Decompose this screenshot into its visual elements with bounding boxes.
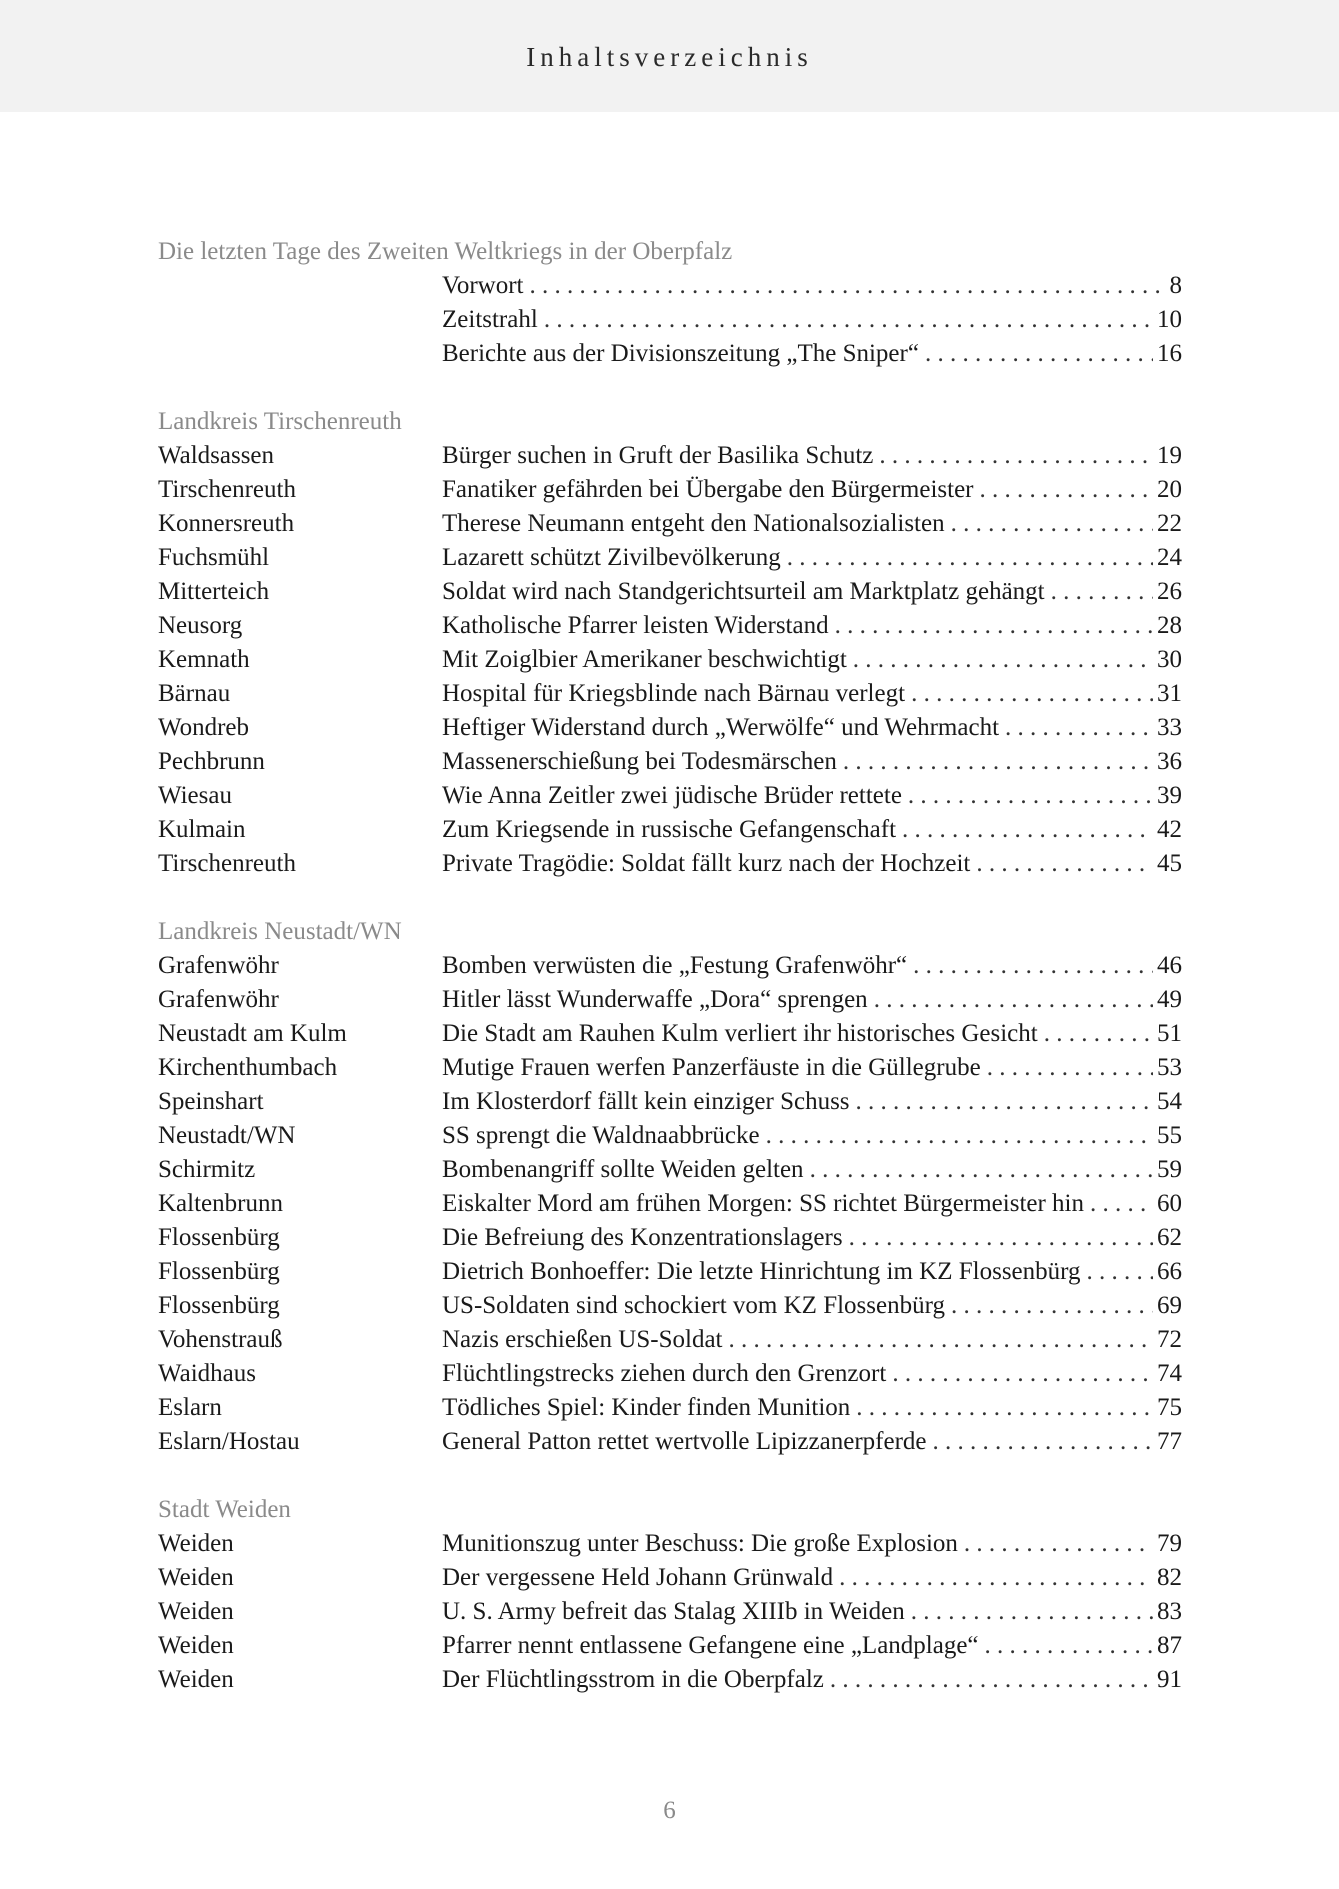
entry-line: [442, 1085, 1182, 1119]
toc-entry[interactable]: [158, 847, 1182, 881]
entry-page-number: 82: [1157, 1564, 1182, 1591]
toc-entry[interactable]: [158, 1119, 1182, 1153]
entry-page-number: 83: [1157, 1598, 1182, 1625]
entry-page-number: 20: [1157, 476, 1182, 503]
entry-line: [442, 711, 1182, 745]
entry-title: Der vergessene Held Johann Grünwald: [442, 1564, 834, 1591]
toc-entry[interactable]: [158, 677, 1182, 711]
entry-place: Speinshart: [158, 1088, 264, 1115]
entry-line: [442, 1187, 1182, 1221]
entry-title: Fanatiker gefährden bei Übergabe den Bürgermeister: [442, 476, 974, 503]
dot-leader: [529, 269, 1164, 303]
entry-line: [442, 677, 1182, 711]
toc-entry[interactable]: [158, 269, 1182, 303]
entry-place: Eslarn: [158, 1394, 222, 1421]
toc-entry[interactable]: [158, 1357, 1182, 1391]
dot-leader: [853, 643, 1153, 677]
entry-place: Bärnau: [158, 680, 231, 707]
dot-leader: [908, 779, 1153, 813]
entry-place: Fuchsmühl: [158, 544, 270, 571]
entry-title: Vorwort: [442, 272, 524, 299]
toc-entry[interactable]: [158, 1221, 1182, 1255]
toc-entry[interactable]: [158, 473, 1182, 507]
dot-leader: [766, 1119, 1153, 1153]
running-header: [0, 0, 1339, 112]
entry-title: Eiskalter Mord am frühen Morgen: SS richtet Bürgermeister hin: [442, 1190, 1085, 1217]
dot-leader: [1005, 711, 1153, 745]
entry-place: Flossenbürg: [158, 1292, 280, 1319]
entry-line: [442, 1527, 1182, 1561]
entry-page-number: 51: [1157, 1020, 1182, 1047]
entry-place: Wondreb: [158, 714, 250, 741]
entry-title: Zeitstrahl: [442, 306, 538, 333]
dot-leader: [787, 541, 1153, 575]
entry-place: Tirschenreuth: [158, 476, 296, 503]
entry-place: Neustadt am Kulm: [158, 1020, 347, 1047]
dot-leader: [892, 1357, 1153, 1391]
toc-entry[interactable]: [158, 1187, 1182, 1221]
toc-entry[interactable]: [158, 1629, 1182, 1663]
entry-page-number: 66: [1157, 1258, 1182, 1285]
entry-title: Flüchtlingstrecks ziehen durch den Grenzort: [442, 1360, 887, 1387]
entry-page-number: 28: [1157, 612, 1182, 639]
dot-leader: [933, 1425, 1154, 1459]
dot-leader: [810, 1153, 1153, 1187]
page-number: 6: [663, 1797, 676, 1824]
entry-line: [442, 1289, 1182, 1323]
dot-leader: [913, 949, 1153, 983]
toc-entry[interactable]: [158, 983, 1182, 1017]
entry-title: Lazarett schützt Zivilbevölkerung: [442, 544, 781, 571]
dot-leader: [1090, 1187, 1153, 1221]
dot-leader: [911, 677, 1153, 711]
dot-leader: [1044, 1017, 1153, 1051]
entry-title: Therese Neumann entgeht den Nationalsozialisten: [442, 510, 945, 537]
entry-page-number: 46: [1157, 952, 1182, 979]
entry-page-number: 33: [1157, 714, 1182, 741]
table-of-contents: [158, 235, 1182, 1697]
entry-line: [442, 1663, 1182, 1697]
entry-page-number: 24: [1157, 544, 1182, 571]
entry-title: Berichte aus der Divisionszeitung „The Sniper“: [442, 340, 919, 367]
dot-leader: [839, 1561, 1153, 1595]
entry-page-number: 8: [1169, 272, 1182, 299]
entry-place: Grafenwöhr: [158, 986, 279, 1013]
entry-place: Neusorg: [158, 612, 243, 639]
toc-entry[interactable]: [158, 1255, 1182, 1289]
entry-page-number: 30: [1157, 646, 1182, 673]
entry-line: [442, 1255, 1182, 1289]
entry-line: [442, 745, 1182, 779]
entry-title: Katholische Pfarrer leisten Widerstand: [442, 612, 829, 639]
entry-line: [442, 473, 1182, 507]
dot-leader: [1087, 1255, 1153, 1289]
entry-title: Die Stadt am Rauhen Kulm verliert ihr historisches Gesicht: [442, 1020, 1038, 1047]
toc-entry[interactable]: [158, 541, 1182, 575]
dot-leader: [544, 303, 1153, 337]
dot-leader: [964, 1527, 1153, 1561]
toc-entry[interactable]: [158, 1425, 1182, 1459]
entry-page-number: 79: [1157, 1530, 1182, 1557]
entry-line: [442, 643, 1182, 677]
entry-place: Waidhaus: [158, 1360, 256, 1387]
entry-place: Tirschenreuth: [158, 850, 296, 877]
entry-place: Weiden: [158, 1564, 234, 1591]
dot-leader: [925, 337, 1153, 371]
entry-line: [442, 1425, 1182, 1459]
entry-title: Wie Anna Zeitler zwei jüdische Brüder rettete: [442, 782, 902, 809]
entry-page-number: 55: [1157, 1122, 1182, 1149]
dot-leader: [879, 439, 1153, 473]
entry-title: Bombenangriff sollte Weiden gelten: [442, 1156, 804, 1183]
entry-title: U. S. Army befreit das Stalag XIIIb in Weiden: [442, 1598, 905, 1625]
entry-place: Grafenwöhr: [158, 952, 279, 979]
entry-place: Wiesau: [158, 782, 232, 809]
entry-place: Weiden: [158, 1632, 234, 1659]
entry-line: [442, 949, 1182, 983]
entry-line: [442, 847, 1182, 881]
header-title: Inhaltsverzeichnis: [526, 42, 813, 72]
entry-line: [442, 1017, 1182, 1051]
toc-entry[interactable]: [158, 643, 1182, 677]
entry-title: General Patton rettet wertvolle Lipizzanerpferde: [442, 1428, 927, 1455]
entry-place: Waldsassen: [158, 442, 275, 469]
toc-entry[interactable]: [158, 1561, 1182, 1595]
entry-page-number: 74: [1157, 1360, 1182, 1387]
toc-entry[interactable]: [158, 1085, 1182, 1119]
entry-line: [442, 1221, 1182, 1255]
toc-section: [158, 915, 1182, 1459]
section-title: Landkreis Neustadt/WN: [158, 918, 402, 945]
toc-entry[interactable]: [158, 779, 1182, 813]
entry-title: Hitler lässt Wunderwaffe „Dora“ sprengen: [442, 986, 868, 1013]
toc-entry[interactable]: [158, 1289, 1182, 1323]
dot-leader: [856, 1391, 1153, 1425]
entry-page-number: 62: [1157, 1224, 1182, 1251]
entry-page-number: 54: [1157, 1088, 1182, 1115]
toc-entry[interactable]: [158, 1527, 1182, 1561]
entry-line: [442, 1323, 1182, 1357]
entry-page-number: 53: [1157, 1054, 1182, 1081]
entry-place: Pechbrunn: [158, 748, 265, 775]
dot-leader: [1051, 575, 1153, 609]
entry-line: [442, 1629, 1182, 1663]
section-title: Stadt Weiden: [158, 1496, 291, 1523]
entry-page-number: 77: [1157, 1428, 1182, 1455]
entry-place: Konnersreuth: [158, 510, 295, 537]
toc-section: [158, 235, 1182, 371]
entry-line: [442, 1357, 1182, 1391]
entry-page-number: 26: [1157, 578, 1182, 605]
dot-leader: [980, 473, 1153, 507]
entry-line: [442, 813, 1182, 847]
entry-line: [442, 1051, 1182, 1085]
section-title: Die letzten Tage des Zweiten Weltkriegs in der Oberpfalz: [158, 238, 733, 265]
toc-entry[interactable]: [158, 337, 1182, 371]
entry-line: [442, 303, 1182, 337]
toc-entry[interactable]: [158, 1391, 1182, 1425]
entry-title: Im Klosterdorf fällt kein einziger Schuss: [442, 1088, 850, 1115]
entry-title: US-Soldaten sind schockiert vom KZ Flossenbürg: [442, 1292, 945, 1319]
dot-leader: [728, 1323, 1153, 1357]
toc-entry[interactable]: [158, 1663, 1182, 1697]
dot-leader: [951, 507, 1153, 541]
dot-leader: [874, 983, 1153, 1017]
entry-page-number: 31: [1157, 680, 1182, 707]
entry-page-number: 39: [1157, 782, 1182, 809]
entry-title: Pfarrer nennt entlassene Gefangene eine „Landplage“: [442, 1632, 979, 1659]
toc-entry[interactable]: [158, 711, 1182, 745]
dot-leader: [976, 847, 1153, 881]
entry-place: Eslarn/Hostau: [158, 1428, 300, 1455]
entry-line: [442, 983, 1182, 1017]
entry-page-number: 59: [1157, 1156, 1182, 1183]
entry-title: Mutige Frauen werfen Panzerfäuste in die Güllegrube: [442, 1054, 981, 1081]
entry-title: Mit Zoiglbier Amerikaner beschwichtigt: [442, 646, 847, 673]
toc-entry[interactable]: [158, 1595, 1182, 1629]
toc-entry[interactable]: [158, 949, 1182, 983]
entry-title: Soldat wird nach Standgerichtsurteil am Marktplatz gehängt: [442, 578, 1045, 605]
entry-place: [158, 269, 442, 303]
entry-title: Private Tragödie: Soldat fällt kurz nach der Hochzeit: [442, 850, 971, 877]
entry-line: [442, 337, 1182, 371]
dot-leader: [902, 813, 1153, 847]
entry-title: Heftiger Widerstand durch „Werwölfe“ und Wehrmacht: [442, 714, 1000, 741]
entry-title: Hospital für Kriegsblinde nach Bärnau verlegt: [442, 680, 906, 707]
dot-leader: [830, 1663, 1153, 1697]
entry-title: Munitionszug unter Beschuss: Die große Explosion: [442, 1530, 958, 1557]
entry-page-number: 91: [1157, 1666, 1182, 1693]
entry-line: [442, 1153, 1182, 1187]
toc-entry[interactable]: [158, 1051, 1182, 1085]
entry-page-number: 19: [1157, 442, 1182, 469]
entry-place: Weiden: [158, 1666, 234, 1693]
entry-line: [442, 779, 1182, 813]
entry-line: [442, 609, 1182, 643]
toc-entry[interactable]: [158, 303, 1182, 337]
entry-place: Kirchenthumbach: [158, 1054, 338, 1081]
dot-leader: [951, 1289, 1153, 1323]
entry-title: Nazis erschießen US-Soldat: [442, 1326, 723, 1353]
entry-place: Vohenstrauß: [158, 1326, 283, 1353]
dot-leader: [987, 1051, 1153, 1085]
entry-title: Dietrich Bonhoeffer: Die letzte Hinrichtung im KZ Flossenbürg: [442, 1258, 1081, 1285]
entry-title: Massenerschießung bei Todesmärschen: [442, 748, 837, 775]
entry-line: [442, 1561, 1182, 1595]
entry-page-number: 72: [1157, 1326, 1182, 1353]
toc-entry[interactable]: [158, 439, 1182, 473]
entry-page-number: 45: [1157, 850, 1182, 877]
entry-page-number: 16: [1157, 340, 1182, 367]
toc-entry[interactable]: [158, 609, 1182, 643]
toc-entry[interactable]: [158, 1153, 1182, 1187]
entry-page-number: 36: [1157, 748, 1182, 775]
toc-entry[interactable]: [158, 1323, 1182, 1357]
toc-entry[interactable]: [158, 813, 1182, 847]
toc-section: [158, 1493, 1182, 1697]
entry-title: SS sprengt die Waldnaabbrücke: [442, 1122, 760, 1149]
entry-line: [442, 507, 1182, 541]
entry-page-number: 22: [1157, 510, 1182, 537]
dot-leader: [849, 1221, 1153, 1255]
entry-title: Die Befreiung des Konzentrationslagers: [442, 1224, 843, 1251]
entry-line: [442, 575, 1182, 609]
toc-entry[interactable]: [158, 575, 1182, 609]
entry-place: Flossenbürg: [158, 1224, 280, 1251]
entry-page-number: 75: [1157, 1394, 1182, 1421]
entry-place: Flossenbürg: [158, 1258, 280, 1285]
entry-place: Weiden: [158, 1530, 234, 1557]
entry-page-number: 60: [1157, 1190, 1182, 1217]
entry-line: [442, 1595, 1182, 1629]
entry-place: [158, 303, 442, 337]
dot-leader: [856, 1085, 1153, 1119]
entry-line: [442, 269, 1182, 303]
entry-page-number: 42: [1157, 816, 1182, 843]
entry-place: [158, 337, 442, 371]
entry-page-number: 87: [1157, 1632, 1182, 1659]
entry-title: Der Flüchtlingsstrom in die Oberpfalz: [442, 1666, 824, 1693]
entry-line: [442, 541, 1182, 575]
toc-entry[interactable]: [158, 507, 1182, 541]
entry-place: Kaltenbrunn: [158, 1190, 283, 1217]
entry-place: Mitterteich: [158, 578, 270, 605]
dot-leader: [843, 745, 1153, 779]
dot-leader: [911, 1595, 1153, 1629]
entry-place: Weiden: [158, 1598, 234, 1625]
entry-page-number: 69: [1157, 1292, 1182, 1319]
entry-page-number: 10: [1157, 306, 1182, 333]
entry-title: Tödliches Spiel: Kinder finden Munition: [442, 1394, 851, 1421]
entry-place: Kulmain: [158, 816, 246, 843]
entry-line: [442, 439, 1182, 473]
entry-title: Zum Kriegsende in russische Gefangenschaft: [442, 816, 897, 843]
entry-page-number: 49: [1157, 986, 1182, 1013]
section-title: Landkreis Tirschenreuth: [158, 408, 402, 435]
entry-place: Schirmitz: [158, 1156, 256, 1183]
dot-leader: [985, 1629, 1153, 1663]
dot-leader: [835, 609, 1153, 643]
entry-place: Neustadt/WN: [158, 1122, 296, 1149]
entry-line: [442, 1119, 1182, 1153]
entry-title: Bomben verwüsten die „Festung Grafenwöhr“: [442, 952, 908, 979]
entry-place: Kemnath: [158, 646, 250, 673]
toc-entry[interactable]: [158, 1017, 1182, 1051]
entry-line: [442, 1391, 1182, 1425]
toc-entry[interactable]: [158, 745, 1182, 779]
toc-section: [158, 405, 1182, 881]
entry-title: Bürger suchen in Gruft der Basilika Schutz: [442, 442, 874, 469]
